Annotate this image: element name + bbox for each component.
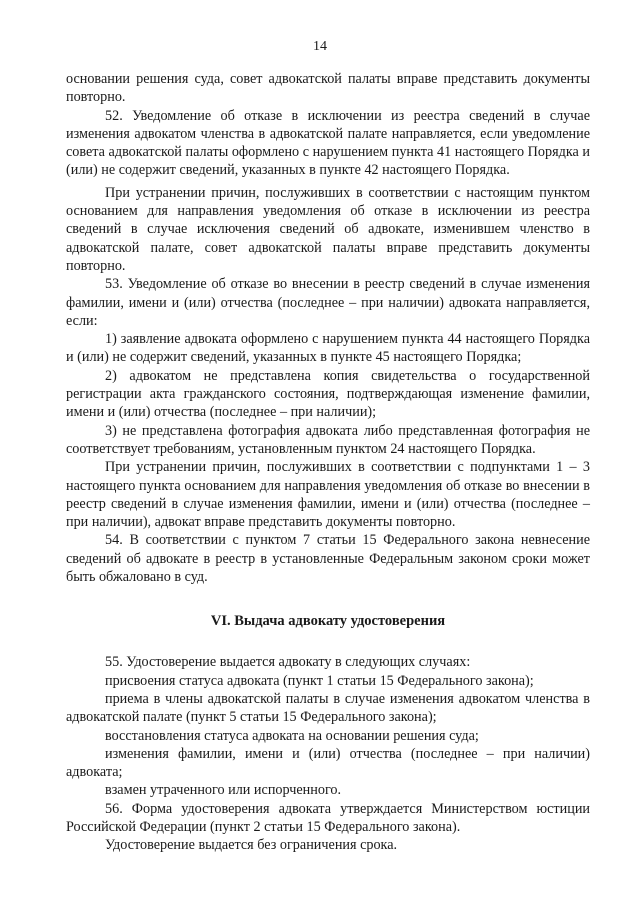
paragraph-55-case-1: присвоения статуса адвоката (пункт 1 статьи 15 Федерального закона); [105,672,534,689]
paragraph-validity: Удостоверение выдается без ограничения срока. [105,837,398,854]
section-heading: VI. Выдача адвокату удостоверения [210,613,446,630]
paragraph-55-case-4: изменения фамилии, имени и (или) отчества (последнее – при наличии) адвоката; [66,745,590,781]
paragraph-56: 56. Форма удостоверения адвоката утверждается Министерством юстиции Российской Федерации (пункт 2 статьи 15 Федерального закона). [66,800,590,835]
paragraph-53-item-1: 1) заявление адвоката оформлено с нарушением пункта 44 настоящего Порядка и (или) не содержит сведений, указанных в пункте 45 настоящего Порядка; [66,331,590,366]
paragraph-52-remedy: При устранении причин, послуживших в соответствии с настоящим пунктом основанием для направления уведомления об отказе в исключении из реестра сведений в случае исключения сведений об адвокате, изменившем членство в адвокатской палате, совет адвокатской палаты вправе представить документы повторно. [66,184,590,274]
paragraph-continuation: основании решения суда, совет адвокатской палаты вправе представить документы повторно. [66,71,590,106]
paragraph-55-case-2: приема в члены адвокатской палаты в случае изменения адвокатом членства в адвокатской палате (пункт 5 статьи 15 Федерального закона); [66,690,590,726]
paragraph-54: 54. В соответствии с пунктом 7 статьи 15 Федерального закона невнесение сведений об адвокате в реестр в установленные Федеральным законом сроки может быть обжаловано в суд. [66,532,590,586]
page-number: 14 [313,39,327,54]
paragraph-55-case-5: взамен утраченного или испорченного. [105,782,342,799]
paragraph-53-item-2: 2) адвокатом не представлена копия свидетельства о государственной регистрации акта гражданского состояния, подтверждающая изменение фамилии, имени и (или) отчества (последнее – при наличии); [66,367,590,421]
paragraph-55: 55. Удостоверение выдается адвокату в следующих случаях: [105,654,471,671]
paragraph-55-case-3: восстановления статуса адвоката на основании решения суда; [105,727,479,744]
document-body [66,70,590,855]
paragraph-53: 53. Уведомление об отказе во внесении в реестр сведений в случае изменения фамилии, имени и (или) отчества (последнее – при наличии) адвоката направляется, если: [66,276,590,329]
paragraph-53-remedy: При устранении причин, послуживших в соответствии с подпунктами 1 – 3 настоящего пункта основанием для направления уведомления об отказе во внесении в реестр сведений в случае изменения фамилии, имени и (или) отчества (последнее – при наличии), адвокат вправе представить документы повторно. [66,459,590,531]
paragraph-53-item-3: 3) не представлена фотография адвоката либо представленная фотография не соответствует требованиям, установленным пунктом 24 настоящего Порядка. [66,422,590,457]
paragraph-52: 52. Уведомление об отказе в исключении из реестра сведений в случае изменения адвокатом членства в адвокатской палате направляется, если уведомление совета адвокатской палаты оформлено с нарушением пункта 41 настоящего Порядка и (или) не содержит сведений, указанных в пункте 42 настоящего Порядка. [66,107,590,179]
